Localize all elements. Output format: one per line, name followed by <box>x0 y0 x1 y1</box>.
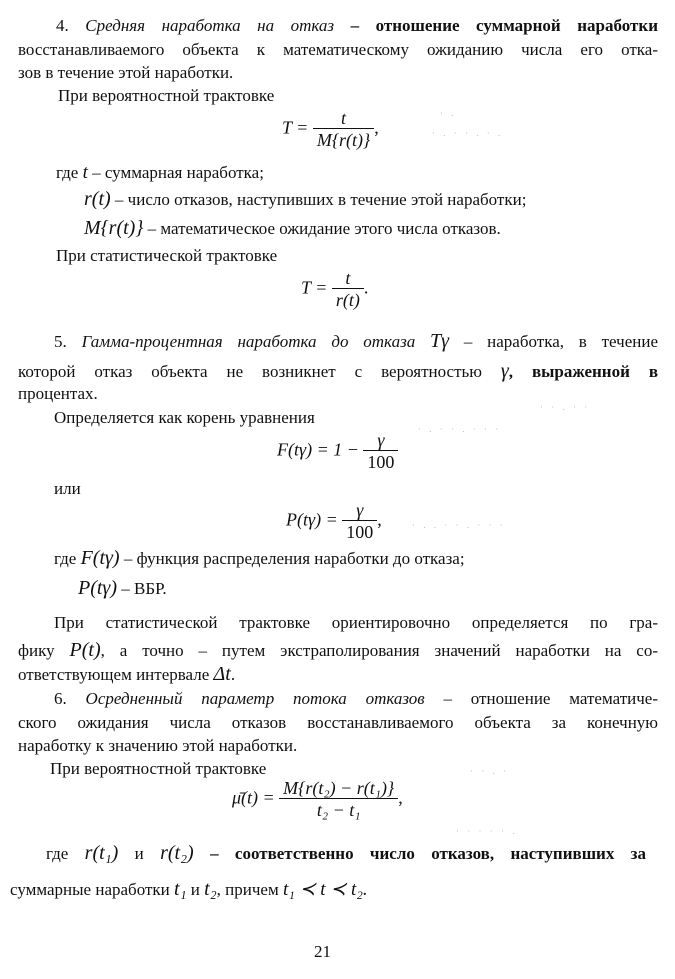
formula-5-fraction: $\frac{\text{M\{r(t₂) − r(t₁)\}}}{\text{t₂ − t₁}}$ <box>279 778 398 821</box>
formula-3-fraction: $\frac{\gamma}{100}$ <box>363 430 398 473</box>
p4-line3: зов в течение этой наработки. <box>18 63 234 82</box>
root-label: Определяется как корень уравнения <box>54 408 315 427</box>
where2-line2: P(tγ) – ВБР. <box>78 577 167 599</box>
scan-speck: · . . · · . · · · <box>412 520 506 530</box>
or-label: или <box>54 479 81 498</box>
p6-line2: ского ожидания числа отказов восстанавливаемого объекта за конечную <box>18 713 658 732</box>
formula-1: T = $\frac{t}{M\{r(t)\}}$ , <box>282 108 379 150</box>
prob-label: При вероятностной трактовке <box>58 86 275 105</box>
p5-line2: которой отказ объекта не возникнет с вероятностью γ, выраженной в <box>18 360 659 382</box>
p6-line3: наработку к значению этой наработки. <box>18 736 298 755</box>
p4-line1: 4. Средняя наработка на отказ – отношение суммарной наработки <box>56 16 658 35</box>
p5-line3: процентах. <box>18 384 98 403</box>
formula-4: P(tγ) = $\frac{\gamma}{100}$ , <box>286 500 382 542</box>
formula-4-fraction: $\frac{\gamma}{100}$ <box>342 500 377 543</box>
p5-line1: 5. Гамма-процентная наработка до отказа Tγ – наработка, в течение <box>54 330 659 352</box>
stat2-line3: ответствующем интервале Δt. <box>18 663 236 685</box>
p5-term: Гамма-процентная наработка до отказа <box>81 332 416 351</box>
p4-line2: восстанавливаемого объекта к математическому ожиданию числа его отка- <box>18 40 658 59</box>
prob-label-2: При вероятностной трактовке <box>50 759 267 778</box>
stat2-line1: При статистической трактовке ориентировочно определяется по гра- <box>54 613 658 632</box>
where2-line1: где F(tγ) – функция распределения наработки до отказа; <box>54 547 465 569</box>
scan-speck: · · . · <box>470 766 509 776</box>
p4-term: Средняя наработка на отказ <box>85 16 335 35</box>
formula-5: μ̄(t) = $\frac{\text{M\{r(t₂) − r(t₁)\}}}{\text{t₂ − t₁}}$ , <box>232 778 403 820</box>
formula-3: F(tγ) = 1 − $\frac{\gamma}{100}$ <box>277 430 398 473</box>
scan-speck: · · · · · . <box>456 826 518 836</box>
where1-line3: M{r(t)} – математическое ожидание этого числа отказов. <box>84 217 501 239</box>
where1-line2: r(t) – число отказов, наступивших в течение этой наработки; <box>84 188 527 210</box>
where1-line1: где t – суммарная наработка; <box>56 162 264 183</box>
formula-2: T = $\frac{t}{r(t)}$ . <box>301 268 369 310</box>
scan-speck: · . <box>440 108 457 118</box>
formula-2-fraction: $\frac{t}{r(t)}$ <box>332 268 364 311</box>
where3-line2: суммарные наработки t₁ и t₂, причем t₁ ≺ t ≺ t₂. <box>10 878 368 900</box>
stat-label: При статистической трактовке <box>56 246 278 265</box>
stat2-line2: фику P(t), а точно – путем экстраполирования значений наработки на со- <box>18 639 659 661</box>
where3-line1: где r(t₁) и r(t₂) – соответственно число отказов, наступивших за <box>46 842 647 864</box>
page-number: 21 <box>314 942 331 961</box>
p6-term: Осредненный параметр потока отказов <box>85 689 425 708</box>
scan-speck: · . · · . · . <box>432 128 504 138</box>
p6-line1: 6. Осредненный параметр потока отказов – отношение математиче- <box>54 689 659 708</box>
scan-speck: · . · · . · · · <box>418 424 502 434</box>
formula-1-fraction: $\frac{t}{M\{r(t)\}}$ <box>313 108 374 151</box>
scan-speck: · · . · · <box>540 402 591 412</box>
